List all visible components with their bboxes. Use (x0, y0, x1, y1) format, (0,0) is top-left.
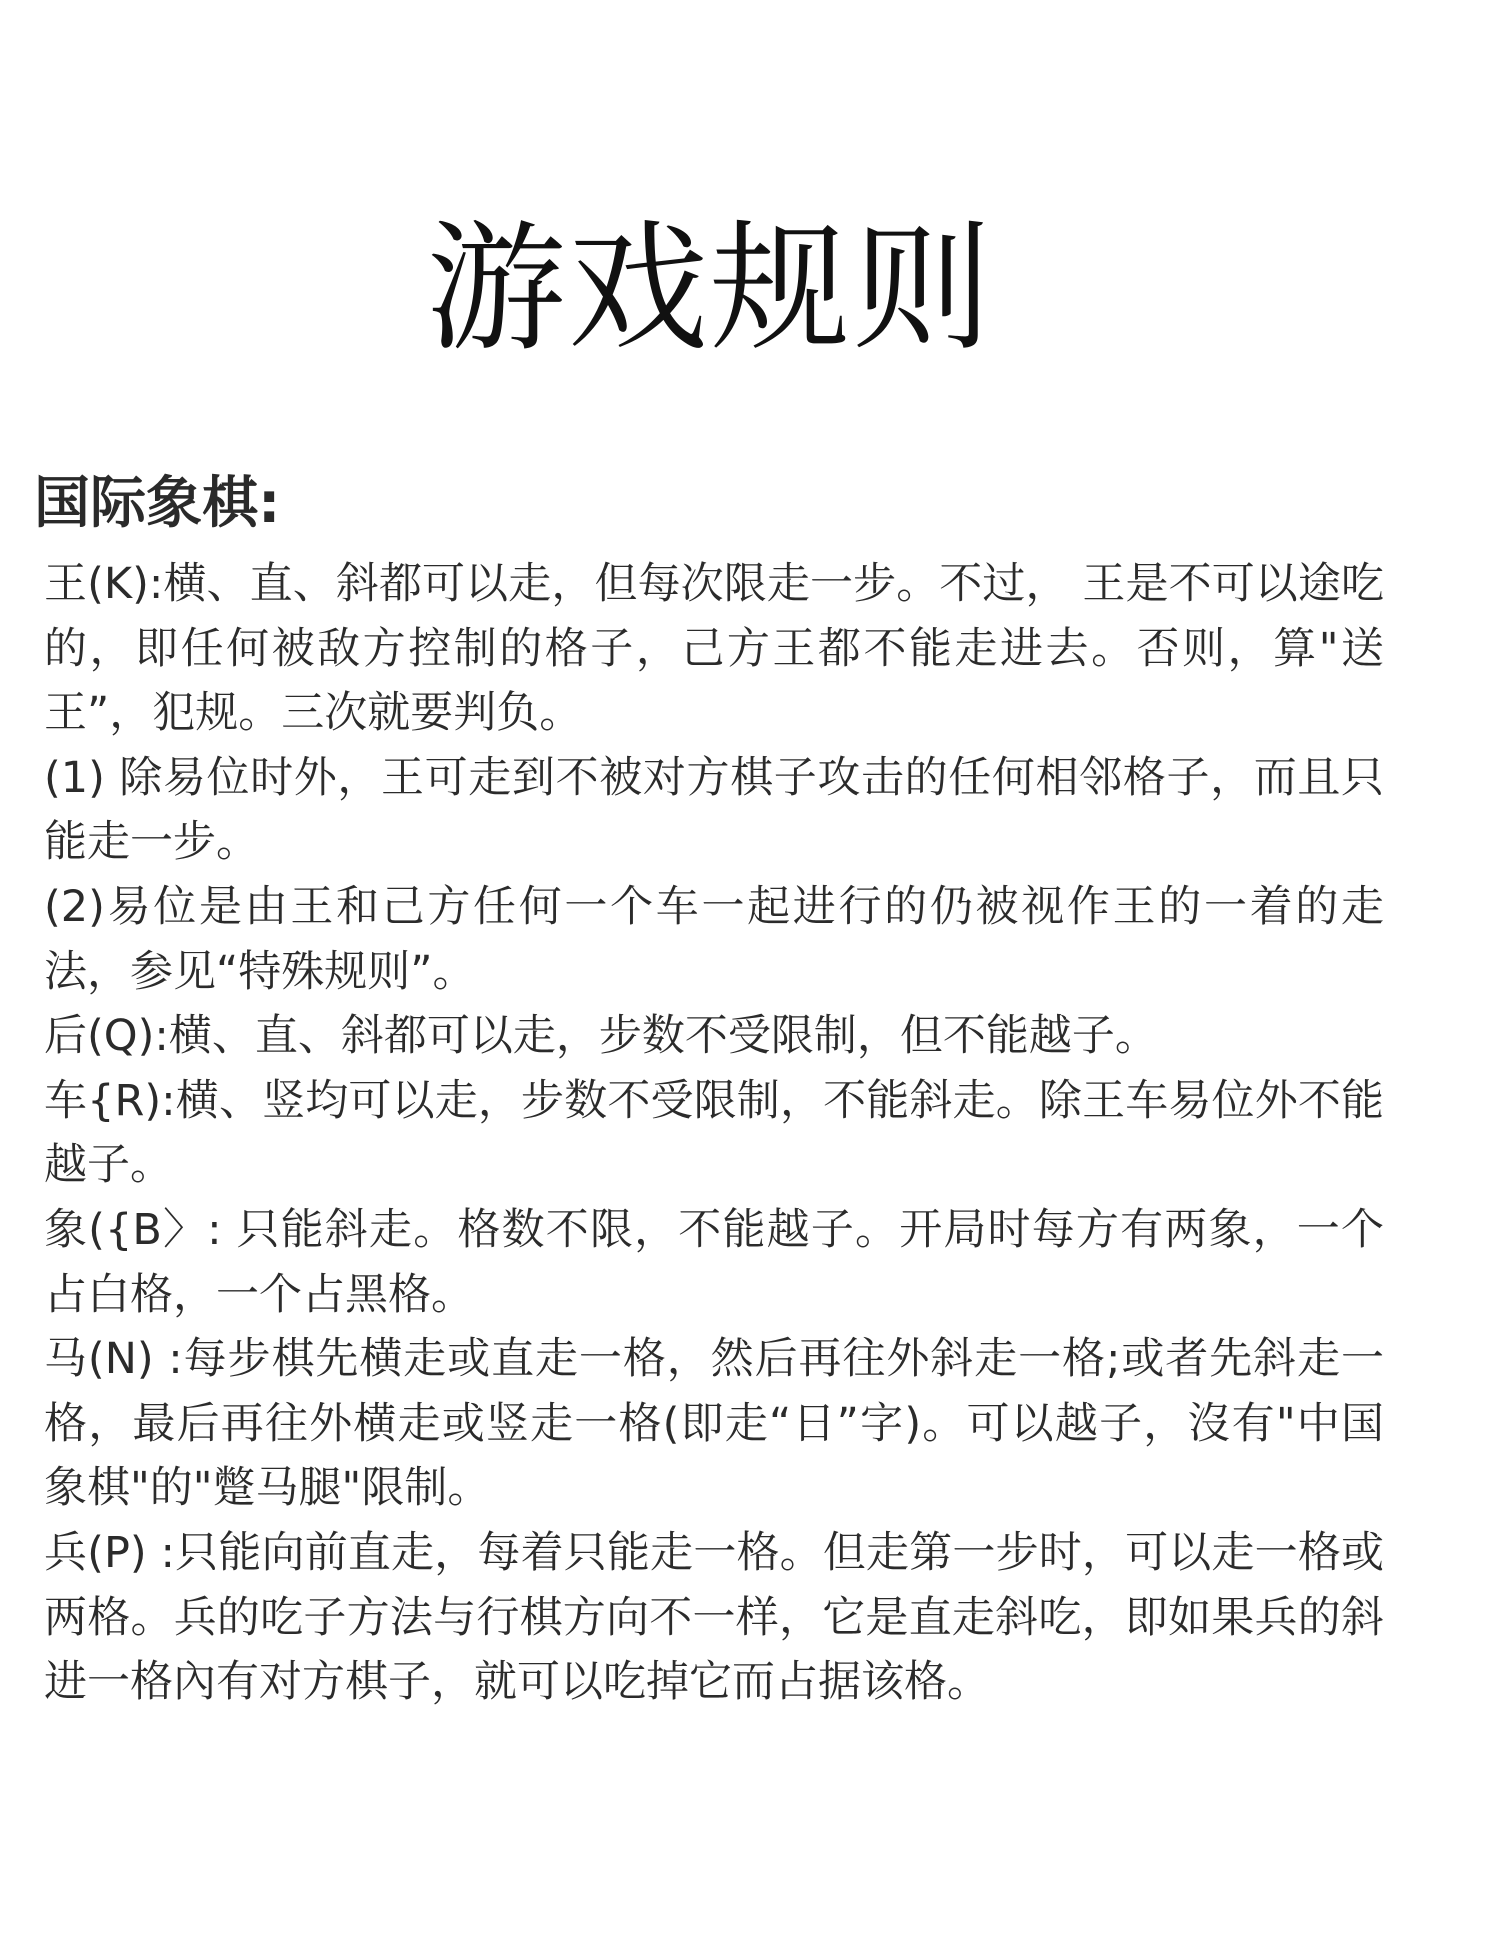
section-heading: 国际象棋: (34, 471, 281, 536)
rule-pawn: 兵(P) :只能向前直走，每着只能走一格。但走第一步时，可以走一格或两格。兵的吃子方法与行棋方向不一样，它是直走斜吃，即如果兵的斜进一格內有对方棋子，就可以吃掉它而占据该格。 (44, 1527, 1384, 1708)
rule-king-note-2: (2)易位是由王和己方任何一个车一起进行的仍被视作王的一着的走法，参见“特殊规则”。 (44, 881, 1384, 997)
rule-knight: 马(N) :每步棋先横走或直走一格，然后再往外斜走一格;或者先斜走一格，最后再往外横走或竖走一格(即走“日”字)。可以越子，沒有"中国象棋"的"蹩马腿"限制。 (44, 1334, 1384, 1514)
rule-king-note-1: (1) 除易位时外，王可走到不被对方棋子攻击的任何相邻格子，而且只能走一步。 (44, 752, 1384, 868)
rule-queen: 后(Q):横、直、斜都可以走，步数不受限制，但不能越子。 (44, 1011, 1158, 1062)
rule-bishop: 象({B〉: 只能斜走。格数不限，不能越子。开局时每方有两象，一个占白格，一个占黑格。 (44, 1204, 1384, 1320)
rule-king: 王(K):横、直、斜都可以走，但每次限走一步。不过， 王是不可以途吃的，即任何被敌方控制的格子，己方王都不能走进去。否则，算"送王”，犯规。三次就要判负。 (44, 559, 1384, 739)
page-title: 游戏规则 (425, 208, 994, 371)
rules-body (44, 552, 1384, 1715)
rule-rook: 车{R):横、竖均可以走，步数不受限制，不能斜走。除王车易位外不能越子。 (44, 1075, 1384, 1191)
